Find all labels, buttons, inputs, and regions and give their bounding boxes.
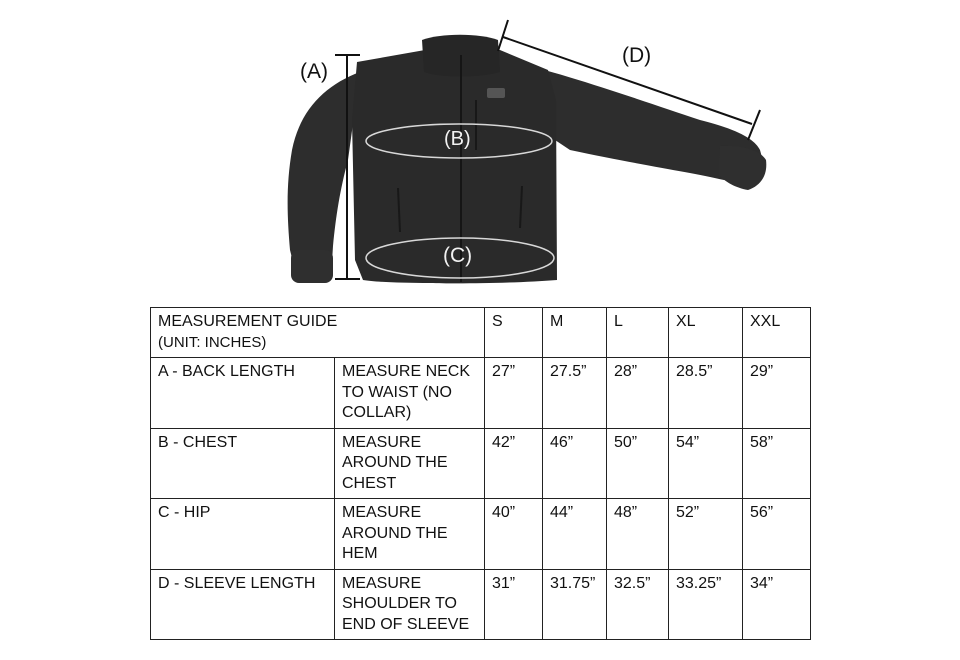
table-header-row <box>151 308 811 358</box>
measure-name: B - CHEST <box>151 428 335 499</box>
table-title-cell <box>151 308 485 358</box>
measure-value: 58” <box>743 428 811 499</box>
measure-value: 42” <box>485 428 543 499</box>
measure-value: 46” <box>543 428 607 499</box>
measure-how: MEASURE NECK TO WAIST (NO COLLAR) <box>335 358 485 429</box>
measure-value: 56” <box>743 499 811 570</box>
label-d: (D) <box>622 44 652 67</box>
measure-value: 48” <box>607 499 669 570</box>
size-header: XXL <box>743 308 811 358</box>
measure-how: MEASURE AROUND THE HEM <box>335 499 485 570</box>
jacket-left-cuff <box>291 250 333 283</box>
measure-d-cap-right <box>748 110 760 140</box>
measure-value: 29” <box>743 358 811 429</box>
label-a: (A) <box>300 60 328 83</box>
measure-name: C - HIP <box>151 499 335 570</box>
jacket-figure <box>0 0 960 295</box>
measure-value: 40” <box>485 499 543 570</box>
measure-value: 50” <box>607 428 669 499</box>
table-row <box>151 428 811 499</box>
measure-how: MEASURE AROUND THE CHEST <box>335 428 485 499</box>
measure-value: 28.5” <box>669 358 743 429</box>
measure-value: 27” <box>485 358 543 429</box>
measure-value: 33.25” <box>669 569 743 640</box>
jacket-patch <box>487 88 505 98</box>
jacket-illustration <box>0 0 960 295</box>
measure-value: 54” <box>669 428 743 499</box>
size-header: M <box>543 308 607 358</box>
measure-value: 31.75” <box>543 569 607 640</box>
jacket-left-sleeve <box>288 72 360 262</box>
measure-name: A - BACK LENGTH <box>151 358 335 429</box>
measure-name: D - SLEEVE LENGTH <box>151 569 335 640</box>
label-c: (C) <box>443 244 473 267</box>
table-row <box>151 499 811 570</box>
table-row <box>151 569 811 640</box>
measurement-table <box>150 307 811 640</box>
measure-value: 27.5” <box>543 358 607 429</box>
measure-value: 34” <box>743 569 811 640</box>
table-title: MEASUREMENT GUIDE <box>158 313 338 330</box>
measure-value: 52” <box>669 499 743 570</box>
measure-d-cap-left <box>498 20 508 51</box>
table-row <box>151 358 811 429</box>
size-header: S <box>485 308 543 358</box>
measure-value: 31” <box>485 569 543 640</box>
table-unit: (UNIT: INCHES) <box>158 333 267 351</box>
measure-value: 28” <box>607 358 669 429</box>
measure-value: 44” <box>543 499 607 570</box>
measure-how: MEASURE SHOULDER TO END OF SLEEVE <box>335 569 485 640</box>
size-header: XL <box>669 308 743 358</box>
size-header: L <box>607 308 669 358</box>
label-b: (B) <box>444 128 471 150</box>
measure-value: 32.5” <box>607 569 669 640</box>
